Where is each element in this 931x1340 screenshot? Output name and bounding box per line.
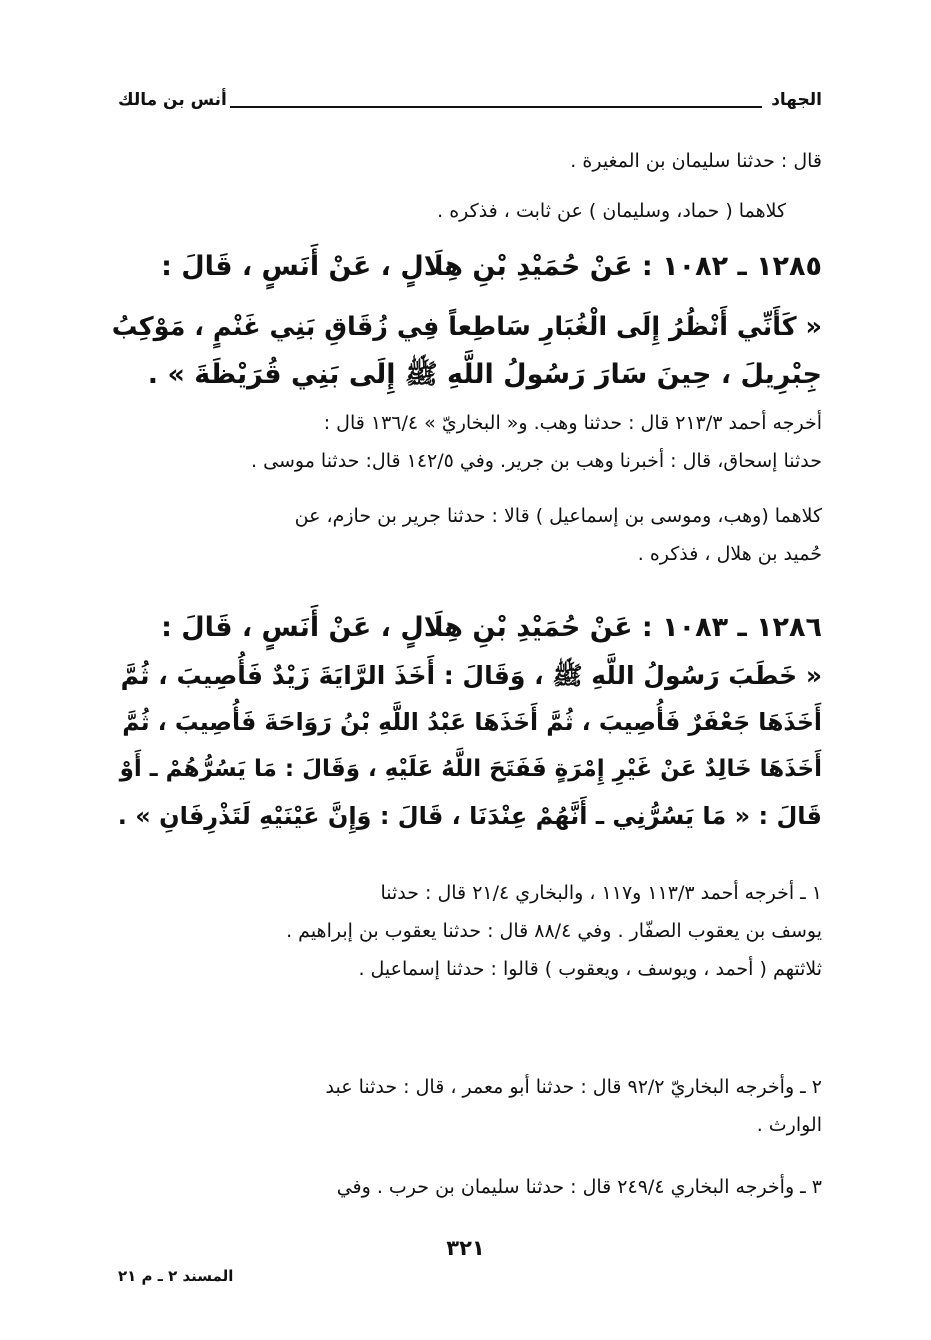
text-line: أَخَذَهَا جَعْفَرٌ فَأُصِيبَ ، ثُمَّ أَخَذَهَا عَبْدُ اللَّهِ بْنُ رَوَاحَةَ فَأُصِيبَ ، ثُمَّ	[122, 708, 822, 736]
text-line: « خَطَبَ رَسُولُ اللَّهِ ﷺ ، وَقَالَ : أَخَذَ الرَّايَةَ زَيْدٌ فَأُصِيبَ ، ثُمَّ	[120, 661, 822, 690]
text-line: يوسف بن يعقوب الصفّار . وفي ٨٨/٤ قال : حدثنا يعقوب بن إبراهيم .	[286, 920, 822, 942]
hadith-1286-takhrij-1	[110, 874, 822, 988]
text-line: حُميد بن هلال ، فذكره .	[637, 543, 822, 565]
hadith-1286-heading	[110, 606, 822, 650]
hadith-1286-takhrij-2	[110, 1068, 822, 1144]
running-header	[118, 84, 822, 120]
text-line: قال : حدثنا سليمان بن المغيرة .	[570, 150, 822, 172]
header-rule	[230, 106, 762, 108]
hadith-1285-chain	[110, 497, 822, 573]
hadith-1286-takhrij-3	[110, 1168, 822, 1206]
text-line: « كَأَنِّي أَنْظُرُ إِلَى الْغُبَارِ سَاطِعاً فِي زُقَاقِ بَنِي غَنْمٍ ، مَوْكِبُ	[111, 312, 822, 342]
text-line: قَالَ : « مَا يَسُرُّنِي ـ أَنَّهُمْ عِنْدَنَا ، قَالَ : وَإِنَّ عَيْنَيْهِ لَتَذْرِفَانِ » .	[117, 802, 822, 830]
narrator-title: أنس بن مالك	[118, 90, 227, 110]
hadith-1286-text	[110, 652, 822, 840]
text-line: حدثنا إسحاق، قال : أخبرنا وهب بن جرير. وفي ١٤٢/٥ قال: حدثنا موسى .	[251, 450, 822, 472]
intro-paragraph-2	[110, 192, 786, 230]
text-line: الوارث .	[756, 1114, 822, 1136]
text-line: ٢ ـ وأخرجه البخاريّ ٩٢/٢ قال : حدثنا أبو معمر ، قال : حدثنا عبد	[325, 1076, 822, 1098]
chapter-title: الجهاد	[771, 90, 822, 110]
page-number: ٣٢١	[446, 1236, 485, 1260]
text-line: ١ ـ أخرجه أحمد ١١٣/٣ و١١٧ ، والبخاري ٢١/٤ قال : حدثنا	[380, 882, 822, 904]
text-line: كلاهما (وهب، وموسى بن إسماعيل ) قالا : حدثنا جرير بن حازم، عن	[294, 505, 822, 527]
hadith-1285-heading	[110, 245, 822, 289]
intro-paragraph-1	[110, 142, 822, 180]
text-line: ثلاثتهم ( أحمد ، ويوسف ، ويعقوب ) قالوا : حدثنا إسماعيل .	[358, 958, 822, 980]
printer-signature: المسند ٢ ـ م ٢١	[118, 1267, 234, 1285]
text-line: ١٢٨٥ ـ ١٠٨٢ : عَنْ حُمَيْدِ بْنِ هِلَالٍ ، عَنْ أَنَسٍ ، قَالَ :	[161, 251, 822, 282]
hadith-1285-takhrij	[110, 404, 822, 480]
text-line: أَخَذَهَا خَالِدٌ عَنْ غَيْرِ إِمْرَةٍ فَفَتَحَ اللَّهُ عَلَيْهِ ، وَقَالَ : مَا يَسُرُّهُمْ ـ أَوْ	[119, 756, 822, 782]
text-line: أخرجه أحمد ٢١٣/٣ قال : حدثنا وهب. و« البخاريّ » ١٣٦/٤ قال :	[323, 412, 822, 434]
text-line: ٣ ـ وأخرجه البخاري ٢٤٩/٤ قال : حدثنا سليمان بن حرب . وفي	[336, 1176, 822, 1198]
text-line: جِبْرِيلَ ، حِينَ سَارَ رَسُولُ اللَّهِ ﷺ إِلَى بَنِي قُرَيْظَةَ » .	[147, 359, 822, 390]
text-line: ١٢٨٦ ـ ١٠٨٣ : عَنْ حُمَيْدِ بْنِ هِلَالٍ ، عَنْ أَنَسٍ ، قَالَ :	[161, 612, 822, 643]
text-line: كلاهما ( حماد، وسليمان ) عن ثابت ، فذكره .	[437, 200, 786, 222]
hadith-1285-text	[110, 304, 822, 398]
